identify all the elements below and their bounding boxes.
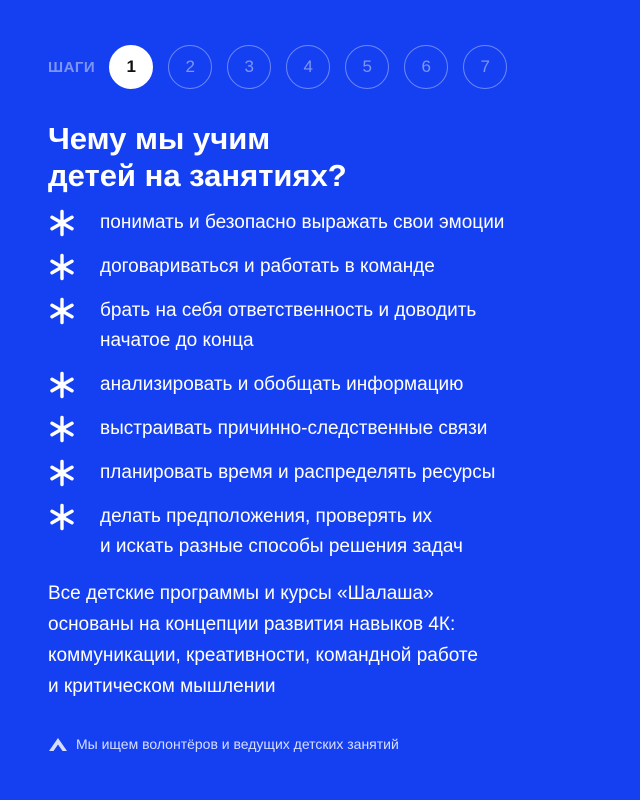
list-item: [48, 502, 608, 562]
list-item-line: договариваться и работать в команде: [100, 256, 435, 277]
step-4[interactable]: [286, 45, 330, 89]
footer-text: Мы ищем волонтёров и ведущих детских занятий: [76, 736, 399, 752]
step-number: 1: [126, 57, 136, 76]
list-item-line: начатое до конца: [100, 330, 254, 351]
asterisk-icon: [48, 297, 76, 325]
steps-label: ШАГИ: [48, 58, 96, 76]
asterisk-icon: [48, 253, 76, 281]
list-item: [48, 296, 608, 356]
list-item-line: и искать разные способы решения задач: [100, 536, 463, 557]
asterisk-icon: [48, 209, 76, 237]
step-number: 7: [480, 57, 490, 76]
footer: [48, 736, 399, 752]
list-item-line: брать на себя ответственность и доводить: [100, 300, 477, 321]
summary-line: основаны на концепции развития навыков 4К:: [48, 614, 456, 635]
title-line: детей на занятиях?: [48, 158, 347, 193]
step-5[interactable]: [345, 45, 389, 89]
list-item: [48, 370, 608, 400]
page-title: [48, 120, 608, 194]
list-item-text: [100, 502, 463, 562]
list-item: [48, 414, 608, 444]
hut-logo-icon: [48, 736, 68, 752]
summary-paragraph: [48, 578, 608, 702]
list-item-text: [100, 458, 495, 488]
list-item-line: делать предположения, проверять их: [100, 506, 433, 527]
list-item-text: [100, 414, 487, 444]
summary-line: и критическом мышлении: [48, 676, 276, 697]
list-item-text: [100, 208, 504, 238]
list-item-line: анализировать и обобщать информацию: [100, 374, 464, 395]
list-item-line: понимать и безопасно выражать свои эмоции: [100, 212, 505, 233]
step-number: 3: [244, 57, 254, 76]
summary-line: коммуникации, креативности, командной работе: [48, 645, 478, 666]
steps-nav: [48, 44, 522, 90]
step-number: 6: [421, 57, 431, 76]
step-number: 5: [362, 57, 372, 76]
summary-line: Все детские программы и курсы «Шалаша»: [48, 583, 434, 604]
step-1[interactable]: [109, 45, 153, 89]
list-item-line: планировать время и распределять ресурсы: [100, 462, 496, 483]
list-item-text: [100, 370, 463, 400]
list-item: [48, 458, 608, 488]
step-6[interactable]: [404, 45, 448, 89]
step-3[interactable]: [227, 45, 271, 89]
step-number: 2: [185, 57, 195, 76]
step-7[interactable]: [463, 45, 507, 89]
title-line: Чему мы учим: [48, 121, 271, 156]
asterisk-icon: [48, 371, 76, 399]
asterisk-icon: [48, 459, 76, 487]
list-item-text: [100, 296, 476, 356]
list-item: [48, 208, 608, 238]
list-item: [48, 252, 608, 282]
asterisk-icon: [48, 415, 76, 443]
list-item-line: выстраивать причинно-следственные связи: [100, 418, 488, 439]
step-number: 4: [303, 57, 313, 76]
list-item-text: [100, 252, 435, 282]
skills-list: [48, 208, 608, 576]
step-2[interactable]: [168, 45, 212, 89]
asterisk-icon: [48, 503, 76, 531]
